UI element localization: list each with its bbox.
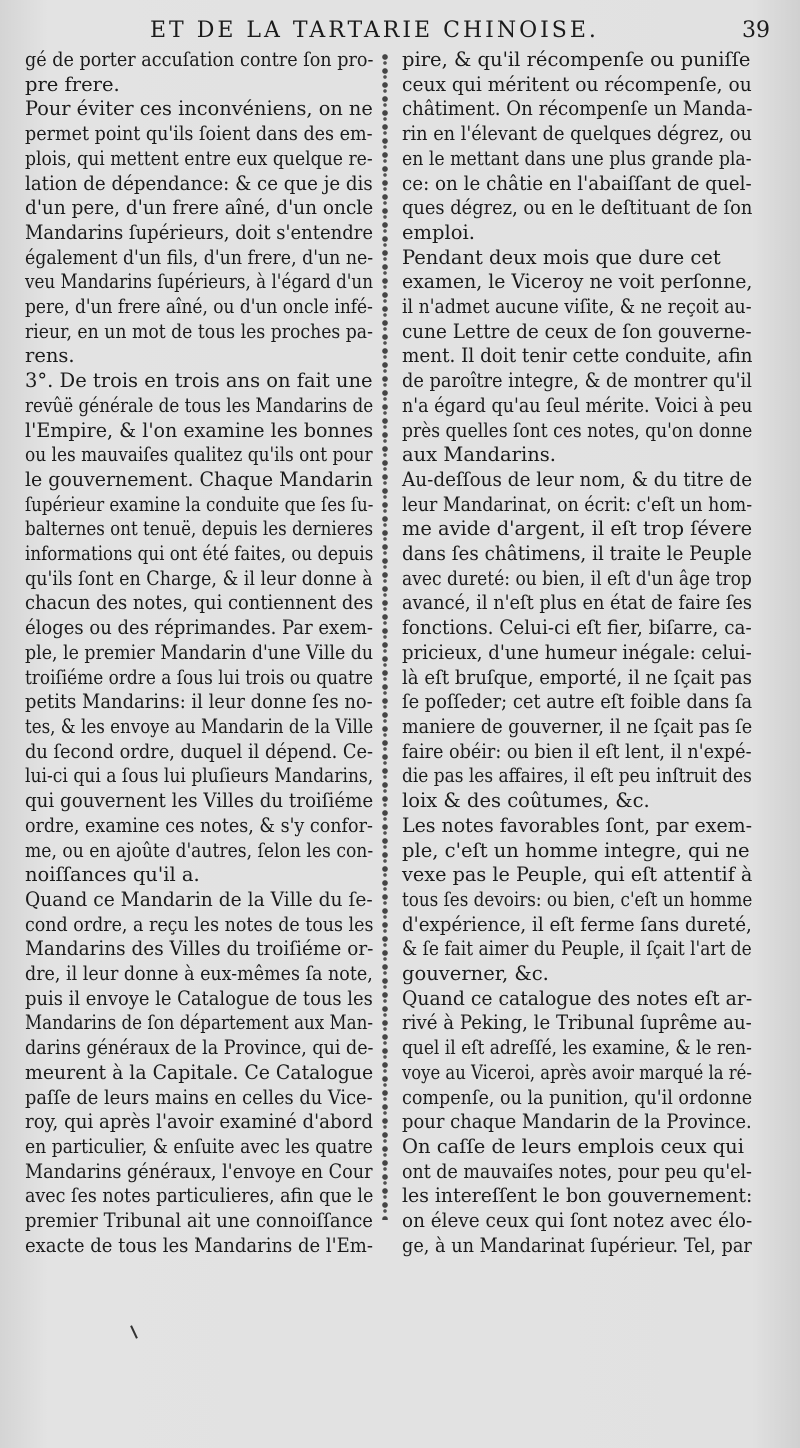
- text-line: châtiment. On récompenſe un Manda-: [402, 97, 753, 121]
- text-line: pour chaque Mandarin de la Province.: [402, 1110, 752, 1134]
- text-line: éloges ou des réprimandes. Par exem-: [25, 616, 373, 640]
- text-line: On caſſe de leurs emplois ceux qui: [402, 1134, 744, 1158]
- text-line: n'a égard qu'au ſeul mérite. Voici à peu: [402, 393, 753, 417]
- text-line: dans ſes châtimens, il traite le Peuple: [402, 542, 752, 566]
- text-line: cune Lettre de ceux de ſon gouverne-: [402, 319, 752, 343]
- text-line: Mandarins des Villes du troiſiéme or-: [25, 937, 374, 961]
- text-line: Mandarins de ſon département aux Man-: [25, 1011, 374, 1035]
- text-line: également d'un fils, d'un frere, d'un ne-: [25, 245, 374, 269]
- text-line: faire obéir: ou bien il eſt lent, il n'expé-: [402, 739, 752, 763]
- text-line: pricieux, d'une humeur inégale: celui-: [402, 640, 752, 664]
- text-line: maniere de gouverner, il ne ſçait pas ſe: [402, 714, 753, 738]
- text-line: les intereſſent le bon gouvernement:: [402, 1184, 753, 1208]
- text-line: Mandarins ſupérieurs, doit s'entendre: [25, 220, 373, 244]
- text-line: revûë générale de tous les Mandarins de: [25, 393, 374, 417]
- text-line: me avide d'argent, il eſt trop ſévere: [402, 517, 753, 541]
- text-line: compenſe, ou la punition, qu'il ordonne: [402, 1085, 753, 1109]
- text-line: Pour éviter ces inconvéniens, on ne: [25, 97, 373, 121]
- text-line: pere, d'un frere aîné, ou d'un oncle infé-: [25, 295, 373, 319]
- text-line: exacte de tous les Mandarins de l'Em-: [25, 1233, 373, 1257]
- text-line: tous ſes devoirs: ou bien, c'eſt un homme: [402, 887, 753, 911]
- text-line: plois, qui mettent entre eux quelque re-: [25, 146, 373, 170]
- text-line: ceux qui méritent ou récompenſe, ou: [402, 72, 752, 96]
- text-line: ordre, examine ces notes, & s'y confor-: [25, 813, 373, 837]
- text-line: rivé à Peking, le Tribunal ſuprême au-: [402, 1011, 752, 1035]
- text-line: aux Mandarins.: [402, 443, 556, 467]
- text-line: de paroître integre, & de montrer qu'il: [402, 369, 752, 393]
- text-line: ſe poſſeder; cet autre eſt foible dans ſa: [402, 690, 753, 714]
- text-line: ont de mauvaiſes notes, pour peu qu'el-: [402, 1159, 752, 1183]
- text-line: qui gouvernent les Villes du troiſiéme: [25, 789, 374, 813]
- ink-mark: [130, 1325, 138, 1339]
- text-line: leur Mandarinat, on écrit: c'eſt un hom-: [402, 492, 753, 516]
- text-line: le gouvernement. Chaque Mandarin: [25, 467, 373, 491]
- running-head: [0, 18, 800, 48]
- text-line: en particulier, & enſuite avec les quatre: [25, 1134, 373, 1158]
- text-line: vexe pas le Peuple, qui eſt attentif à: [402, 863, 753, 887]
- text-line: puis il envoye le Catalogue de tous les: [25, 986, 373, 1010]
- text-line: cond ordre, a reçu les notes de tous les: [25, 912, 374, 936]
- text-line: examen, le Viceroy ne voit perſonne,: [402, 270, 753, 294]
- text-line: loix & des coûtumes, &c.: [402, 789, 650, 813]
- text-line: pre frere.: [25, 72, 120, 96]
- text-line: Quand ce catalogue des notes eſt ar-: [402, 986, 753, 1010]
- text-line: voye au Viceroi, après avoir marqué la ré-: [402, 1060, 752, 1084]
- text-line: petits Mandarins: il leur donne ſes no-: [25, 690, 373, 714]
- text-line: premier Tribunal ait une connoiſſance: [25, 1209, 373, 1233]
- text-line: avec dureté: ou bien, il eſt d'un âge trop: [402, 566, 752, 590]
- text-line: Quand ce Mandarin de la Ville du ſe-: [25, 887, 373, 911]
- text-line: dre, il leur donne à eux-mêmes ſa note,: [25, 962, 373, 986]
- text-line: on éleve ceux qui ſont notez avec élo-: [402, 1209, 753, 1233]
- text-line: rens.: [25, 344, 75, 368]
- text-line: du ſecond ordre, duquel il dépend. Ce-: [25, 739, 373, 763]
- text-line: gouverner, &c.: [402, 962, 549, 986]
- text-line: roy, qui après l'avoir examiné d'abord: [25, 1110, 373, 1134]
- text-line: ge, à un Mandarinat ſupérieur. Tel, par: [402, 1233, 752, 1257]
- text-line: qu'ils ſont en Charge, & il leur donne à: [25, 566, 373, 590]
- text-line: troiſiéme ordre a ſous lui trois ou quatre: [25, 665, 374, 689]
- text-line: avancé, il n'eſt plus en état de faire ſes: [402, 591, 752, 615]
- text-line: permet point qu'ils ſoient dans des em-: [25, 122, 373, 146]
- right-text-column: [402, 48, 752, 1258]
- text-line: il n'admet aucune viſite, & ne reçoit au-: [402, 295, 752, 319]
- text-line: me, ou en ajoûte d'autres, ſelon les con-: [25, 838, 374, 862]
- text-line: lation de dépendance: & ce que je dis: [25, 171, 373, 195]
- text-line: noiſſances qu'il a.: [25, 863, 200, 887]
- text-line: Au-deſſous de leur nom, & du titre de: [402, 467, 753, 491]
- text-line: là eſt bruſque, emporté, il ne ſçait pas: [402, 665, 752, 689]
- text-line: ple, le premier Mandarin d'une Ville du: [25, 640, 374, 664]
- text-line: ou les mauvaiſes qualitez qu'ils ont pour: [25, 443, 373, 467]
- text-line: emploi.: [402, 220, 475, 244]
- text-line: en le mettant dans une plus grande pla-: [402, 146, 752, 170]
- text-line: darins généraux de la Province, qui de-: [25, 1036, 374, 1060]
- left-text-column: [25, 48, 373, 1258]
- running-title: ET DE LA TARTARIE CHINOISE.: [150, 18, 599, 43]
- text-line: pire, & qu'il récompenſe ou puniſſe: [402, 48, 751, 71]
- text-line: ques dégrez, ou en le deſtituant de ſon: [402, 196, 753, 220]
- page-number: 39: [742, 18, 770, 43]
- text-line: gé de porter accuſation contre ſon pro-: [25, 48, 374, 71]
- text-line: d'un pere, d'un frere aîné, d'un oncle: [25, 196, 374, 220]
- text-line: veu Mandarins ſupérieurs, à l'égard d'un: [25, 270, 374, 294]
- text-line: chacun des notes, qui contiennent des: [25, 591, 374, 615]
- text-line: Pendant deux mois que dure cet: [402, 245, 721, 269]
- text-line: & ſe fait aimer du Peuple, il ſçait l'art de: [402, 937, 752, 961]
- ornamental-column-divider: [377, 52, 393, 1220]
- text-line: rin en l'élevant de quelques dégrez, ou: [402, 122, 752, 146]
- text-line: ple, c'eſt un homme integre, qui ne: [402, 838, 750, 862]
- text-line: d'expérience, il eſt ferme ſans dureté,: [402, 912, 752, 936]
- text-line: lui-ci qui a ſous lui pluſieurs Mandarins,: [25, 764, 374, 788]
- text-line: ce: on le châtie en l'abaiſſant de quel-: [402, 171, 752, 195]
- text-line: paſſe de leurs mains en celles du Vice-: [25, 1085, 373, 1109]
- text-line: tes, & les envoye au Mandarin de la Ville: [25, 714, 374, 738]
- text-line: près quelles ſont ces notes, qu'on donne: [402, 418, 753, 442]
- text-line: fonctions. Celui-ci eſt fier, biſarre, ca-: [402, 616, 752, 640]
- text-line: informations qui ont été faites, ou depuis: [25, 542, 374, 566]
- text-line: ſupérieur examine la conduite que ſes ſu-: [25, 492, 374, 516]
- text-line: Mandarins généraux, l'envoye en Cour: [25, 1159, 373, 1183]
- text-line: rieur, en un mot de tous les proches pa-: [25, 319, 373, 343]
- text-line: ment. Il doit tenir cette conduite, afin: [402, 344, 753, 368]
- text-line: meurent à la Capitale. Ce Catalogue: [25, 1060, 374, 1084]
- text-line: 3°. De trois en trois ans on fait une: [25, 369, 373, 393]
- text-line: quel il eſt adreſſé, les examine, & le ren-: [402, 1036, 752, 1060]
- text-line: l'Empire, & l'on examine les bonnes: [25, 418, 374, 442]
- text-line: Les notes favorables ſont, par exem-: [402, 813, 753, 837]
- text-line: die pas les affaires, il eſt peu inſtruit des: [402, 764, 752, 788]
- text-line: avec ſes notes particulieres, afin que le: [25, 1184, 374, 1208]
- text-line: balternes ont tenuë, depuis les dernieres: [25, 517, 374, 541]
